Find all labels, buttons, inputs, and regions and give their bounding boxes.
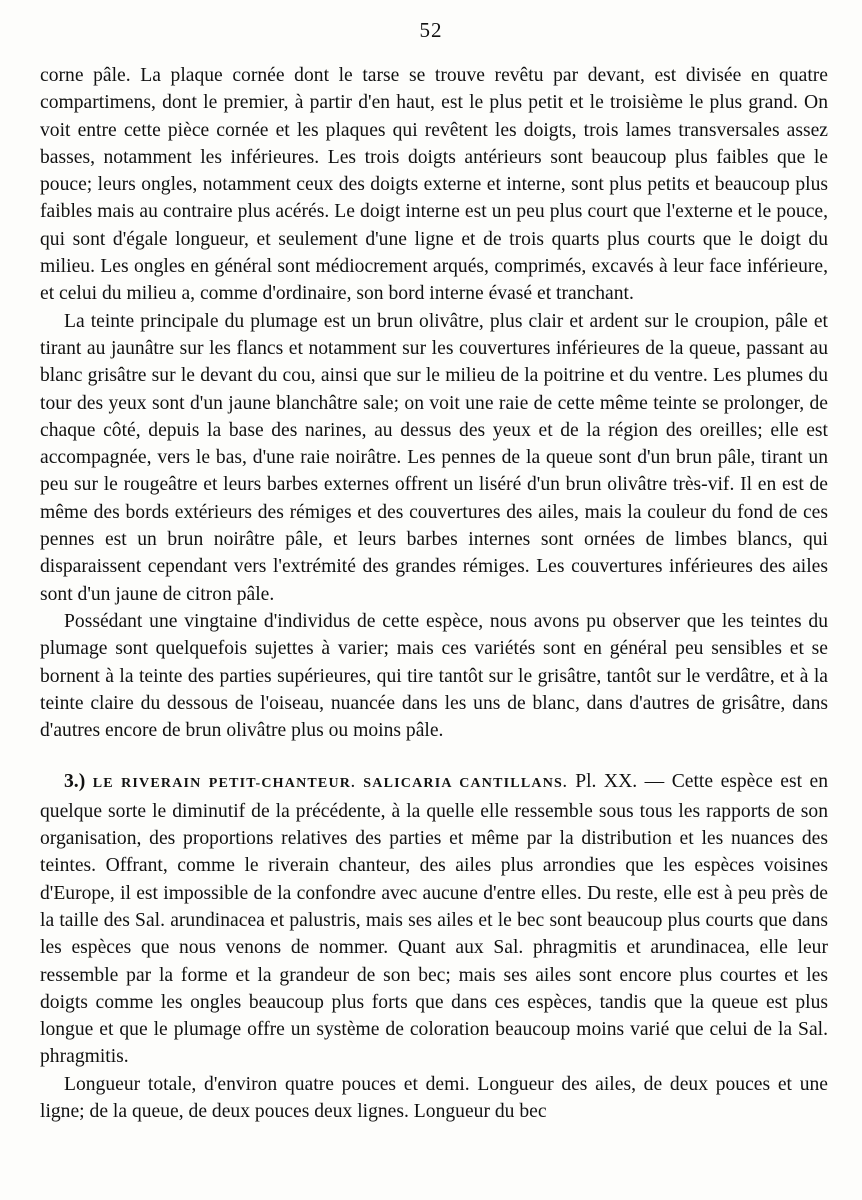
paragraph-tarse: corne pâle. La plaque cornée dont le tarse se trouve revêtu par devant, est divisée en quatre compartimens, dont le premier, à partir d'en haut, est le plus petit et le troisième le plus grand. On voit entre cette pièce cornée et les plaques qui revêtent les doigts, trois lames transversales assez basses, notamment les inférieures. Les trois doigts antérieurs sont beaucoup plus faibles que le pouce; leurs ongles, notamment ceux des doigts externe et interne, sont plus petits et beaucoup plus faibles mais au contraire plus acérés. Le doigt interne est un peu plus court que l'externe et le pouce, qui sont d'égale longueur, et seulement d'une ligne et de trois quarts plus courts que le doigt du milieu. Les ongles en général sont médiocrement arqués, comprimés, excavés à leur face inférieure, et celui du milieu a, comme d'ordinaire, son bord interne évasé et tranchant. xyxy=(40,65,828,305)
paragraph-variations: Possédant une vingtaine d'individus de cette espèce, nous avons pu observer que les teintes du plumage sont quelquefois sujettes à varier; mais ces variétés sont en général peu sensibles et se bornent à la teinte des parties supérieures, qui tire tantôt sur le grisâtre, tantôt sur le verdâtre, et à la teinte claire du dessous de l'oiseau, nuancée dans les uns de blanc, dans d'autres de grisâtre, dans d'autres encore de brun olivâtre plus ou moins pâle. xyxy=(40,610,828,742)
species-common-name: LE RIVERAIN PETIT-CHANTEUR. xyxy=(92,776,356,792)
species-description: — Cette espèce est en quelque sorte le diminutif de la précédente, à la quelle elle ressemble sous tous les rapports de son organisation, des proportions relatives des parties et même par la distribution et les nuances des teintes. Offrant, comme le riverain chanteur, des ailes plus arrondies que les espèces voisines d'Europe, il est impossible de la confondre avec aucune d'entre elles. Du reste, elle est à peu près de la taille des Sal. arundinacea et palustris, mais ses ailes et le bec sont beaucoup plus courts que dans les espèces que nous venons de nommer. Quant aux Sal. phragmitis et arundinacea, elle leur ressemble par la forme et la grandeur de son bec; mais ses ailes sont encore plus courtes et les doigts comme les ongles beaucoup plus forts que dans ces espèces, tandis que la queue est plus longue et que le plumage offre un système de coloration beaucoup moins varié que celui de la Sal. phragmitis. xyxy=(40,771,829,1068)
species-latin-name: SALICARIA CANTILLANS. xyxy=(363,776,568,792)
species-paragraph xyxy=(40,768,828,1070)
section-spacer xyxy=(40,744,828,768)
page-number: 52 xyxy=(419,18,443,42)
species-plate: Pl. XX. xyxy=(575,771,638,793)
paragraph-plumage: La teinte principale du plumage est un brun olivâtre, plus clair et ardent sur le croupion, pâle et tirant au jaunâtre sur les flancs et notamment sur les couvertures inférieures de la queue, passant au blanc grisâtre sur le devant du cou, ainsi que sur le milieu de la poitrine et du ventre. Les plumes du tour des yeux sont d'un jaune blanchâtre sale; on voit une raie de cette même teinte se prolonger, de chaque côté, depuis la base des narines, au dessus des yeux et de la région des oreilles; elle est accompagnée, vers le bas, d'une raie noirâtre. Les pennes de la queue sont d'un brun pâle, tirant un peu sur le rougeâtre et leurs barbes externes offrent un liséré d'un brun olivâtre très-vif. Il en est de même des bords extérieurs des rémiges et des couvertures des ailes, mais la couleur du fond de ces pennes est un brun noirâtre pâle, et leurs barbes internes sont ornées de limbes blancs, qui disparaissent cependant vers l'extrémité des grandes rémiges. Les couvertures inférieures des ailes sont d'un jaune de citron pâle. xyxy=(40,310,828,605)
paragraph-measurements: Longueur totale, d'environ quatre pouces et demi. Longueur des ailes, de deux pouces et une ligne; de la queue, de deux pouces deux lignes. Longueur du bec xyxy=(40,1073,828,1122)
body-text xyxy=(40,62,828,1125)
species-number: 3.) xyxy=(64,771,86,793)
